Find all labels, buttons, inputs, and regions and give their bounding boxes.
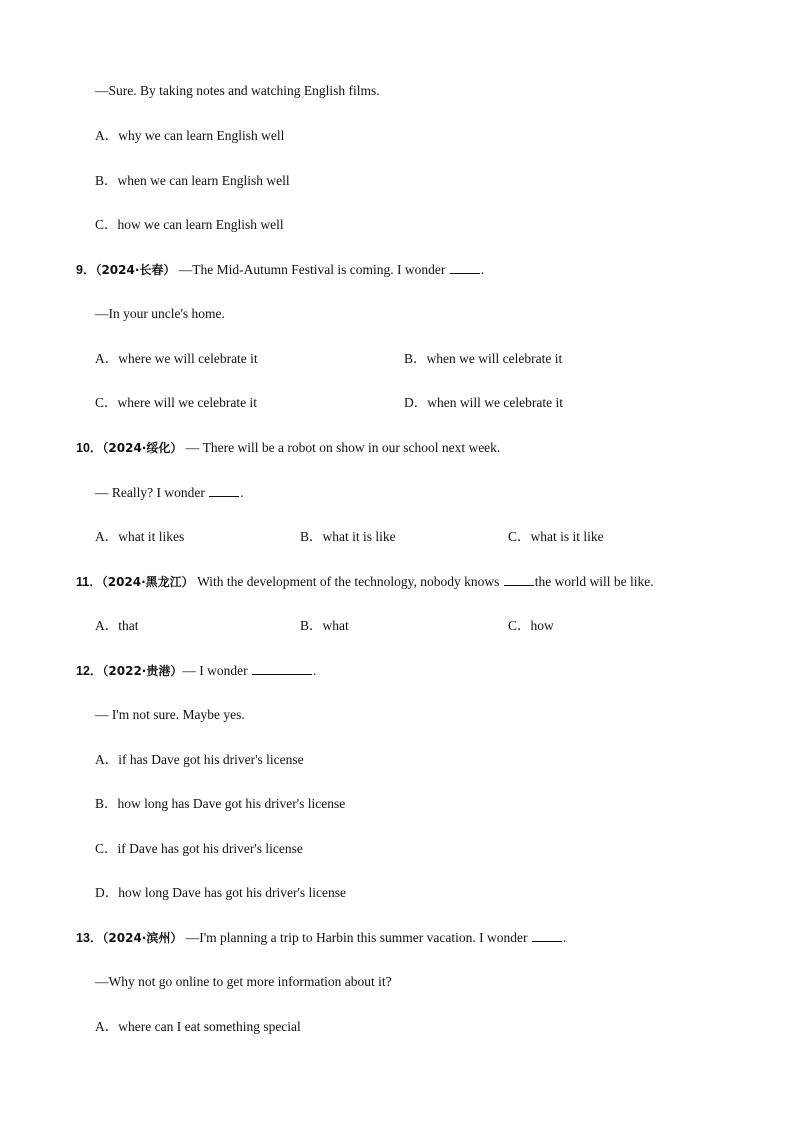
response-line [95,484,244,501]
question-prompt: — There will be a robot on show in our school next week. [182,440,501,455]
option-letter: B． [95,173,118,188]
question-prompt: — I wonder [182,663,251,678]
option-text: why we can learn English well [118,128,285,143]
option-text: where we will celebrate it [118,351,258,366]
question-source: （2024·绥化） [102,441,183,455]
question-source: （2022·贵港） [102,664,183,678]
option-c [95,217,284,233]
option-letter: C． [508,618,531,633]
option-b [300,618,349,634]
option-letter: A． [95,128,119,143]
option-b [95,796,345,812]
option-text: that [118,618,139,633]
question-prompt: With the development of the technology, nobody knows [193,574,503,589]
question-prompt: —The Mid-Autumn Festival is coming. I wonder [175,262,449,277]
option-text: what it is like [322,529,396,544]
option-letter: C． [95,395,118,410]
question-prompt-end: . [480,262,485,277]
option-text: how long Dave has got his driver's license [118,885,347,900]
option-text: if Dave has got his driver's license [117,841,303,856]
option-letter: C． [95,217,118,232]
question-11 [76,573,654,590]
option-text: how long has Dave got his driver's license [117,796,346,811]
question-10 [76,440,500,456]
option-letter: D． [95,885,119,900]
option-d [404,395,563,411]
option-letter: A． [95,1019,119,1034]
question-13 [76,929,566,946]
question-number: 12． [76,664,103,678]
question-source: （2024·滨州） [102,931,183,945]
option-text: how [530,618,554,633]
option-text: when will we celebrate it [427,395,563,410]
option-letter: B． [95,796,118,811]
answer-line: —Sure. By taking notes and watching English films. [95,83,380,98]
option-c [508,618,554,634]
option-letter: B． [300,618,323,633]
response-text: — Really? I wonder [95,485,209,500]
option-c [95,841,303,857]
option-text: where will we celebrate it [117,395,257,410]
question-12 [76,662,316,679]
option-a [95,618,139,634]
question-source: （2024·黑龙江） [101,575,194,589]
option-a [95,128,284,144]
answer-blank [532,929,562,942]
question-9 [76,261,484,278]
option-a [95,529,184,545]
question-number: 10． [76,441,103,455]
question-source: （2024·长春） [95,263,176,277]
question-number: 11． [76,575,102,589]
option-letter: A． [95,752,119,767]
option-letter: C． [508,529,531,544]
question-prompt-end: . [312,663,317,678]
option-letter: C． [95,841,118,856]
option-text: what is it like [530,529,604,544]
answer-blank [252,662,312,675]
option-letter: D． [404,395,428,410]
option-b [404,351,562,367]
answer-blank [504,573,534,586]
option-c [95,395,257,411]
option-b [95,173,290,189]
option-text: where can I eat something special [118,1019,301,1034]
answer-blank [450,261,480,274]
question-number: 9． [76,263,96,277]
option-text: how we can learn English well [117,217,284,232]
option-d [95,885,346,901]
option-text: what it likes [118,529,185,544]
option-letter: B． [300,529,323,544]
answer-blank [209,484,239,497]
response-end: . [240,485,244,500]
option-b [300,529,396,545]
option-a [95,351,258,367]
option-text: if has Dave got his driver's license [118,752,304,767]
option-a [95,752,304,768]
option-letter: A． [95,351,119,366]
response-line: — I'm not sure. Maybe yes. [95,707,245,722]
question-prompt-end: the world will be like. [534,574,654,589]
option-letter: A． [95,529,119,544]
question-number: 13． [76,931,103,945]
option-a [95,1019,301,1035]
option-text: when we can learn English well [117,173,290,188]
question-prompt-end: . [562,930,567,945]
response-line: —In your uncle's home. [95,306,225,321]
response-line: —Why not go online to get more information about it? [95,974,392,989]
option-text: what [322,618,349,633]
option-text: when we will celebrate it [426,351,563,366]
question-prompt: —I'm planning a trip to Harbin this summer vacation. I wonder [182,930,531,945]
option-letter: A． [95,618,119,633]
option-letter: B． [404,351,427,366]
option-c [508,529,604,545]
